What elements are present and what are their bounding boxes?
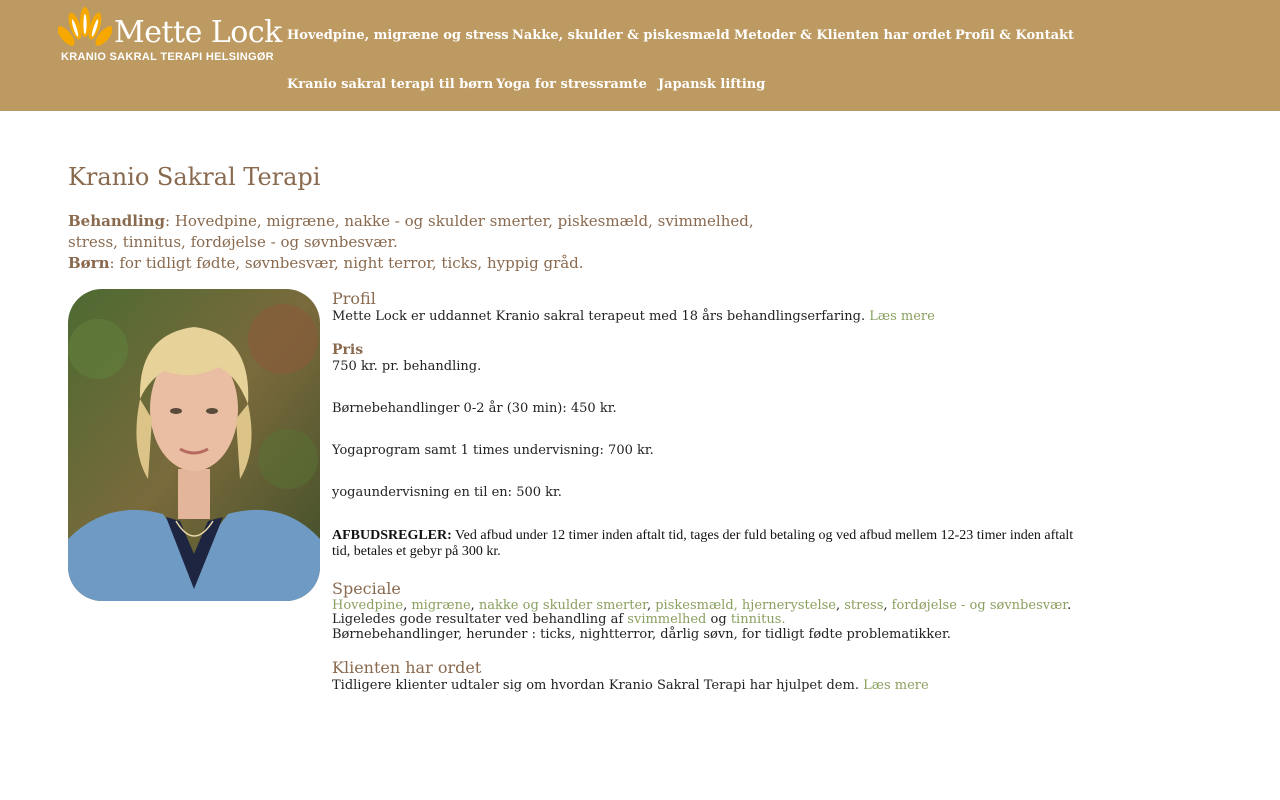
profil-heading: Profil xyxy=(332,289,376,308)
klienten-section xyxy=(332,658,1092,694)
site-logo[interactable] xyxy=(58,6,282,64)
nav-metoder[interactable]: Metoder & Klienten har ordet xyxy=(734,28,952,43)
speciale-section xyxy=(332,579,1092,643)
speciale-link-svimmelhed[interactable]: svimmelhed xyxy=(627,612,707,627)
pris-section xyxy=(332,341,1092,375)
klienten-heading: Klienten har ordet xyxy=(332,658,482,677)
behandling-label: Behandling xyxy=(68,212,166,230)
price-line: yogaundervisning en til en: 500 kr. xyxy=(332,485,562,500)
page-title: Kranio Sakral Terapi xyxy=(68,163,321,191)
speciale-link-piskesmaeld[interactable]: piskesmæld, hjernerystelse xyxy=(655,598,836,613)
nav-born[interactable]: Kranio sakral terapi til børn xyxy=(287,77,494,92)
shell-logo-icon xyxy=(58,6,112,52)
nav-yoga[interactable]: Yoga for stressramte xyxy=(496,77,647,92)
price-line: 750 kr. pr. behandling. xyxy=(332,359,482,374)
nav-nakke[interactable]: Nakke, skulder & piskesmæld xyxy=(512,28,730,43)
profil-text xyxy=(332,309,1092,325)
logo-name: Mette Lock xyxy=(114,15,282,50)
born-label: Børn xyxy=(68,254,110,272)
site-header xyxy=(0,0,1280,111)
speciale-link-migraene[interactable]: migræne xyxy=(411,598,471,613)
price-line: Børnebehandlinger 0-2 år (30 min): 450 kr. xyxy=(332,401,617,416)
nav-profil-kontakt[interactable]: Profil & Kontakt xyxy=(955,28,1075,43)
born-text: : for tidligt fødte, søvnbesvær, night terror, ticks, hyppig gråd. xyxy=(109,254,584,272)
nav-hovedpine[interactable]: Hovedpine, migræne og stress xyxy=(287,28,509,43)
policy-text: Ved afbud under 12 timer inden aftalt tid, tages der fuld betaling og ved afbud mellem 12-23 timer inden aftalt tid, betales et gebyr på 300 kr. xyxy=(332,528,1074,559)
profil-description: Mette Lock er uddannet Kranio sakral terapeut med 18 års behandlingserfaring. xyxy=(332,309,866,324)
speciale-text-1: . Ligeledes gode resultater ved behandling af xyxy=(332,598,1072,627)
klienten-description: Tidligere klienter udtaler sig om hvordan Kranio Sakral Terapi har hjulpet dem. xyxy=(332,678,859,693)
klienten-read-more-link[interactable]: Læs mere xyxy=(863,678,929,693)
profil-read-more-link[interactable]: Læs mere xyxy=(869,309,935,324)
speciale-link-nakke[interactable]: nakke og skulder smerter xyxy=(478,598,647,613)
speciale-og: og xyxy=(710,612,727,627)
intro-text xyxy=(68,211,768,274)
speciale-link-fordojelse[interactable]: fordøjelse - og søvnbesvær xyxy=(891,598,1068,613)
logo-tagline: KRANIO SAKRAL TERAPI HELSINGØR xyxy=(61,51,274,63)
speciale-link-stress[interactable]: stress xyxy=(844,598,884,613)
cancellation-policy xyxy=(332,528,1092,560)
price-line: Yogaprogram samt 1 times undervisning: 700 kr. xyxy=(332,443,654,458)
pris-heading: Pris xyxy=(332,342,364,358)
speciale-born-line: Børnebehandlinger, herunder : ticks, nightterror, dårlig søvn, for tidligt fødte problematikker. xyxy=(332,627,951,642)
speciale-link-tinnitus[interactable]: tinnitus. xyxy=(730,612,786,627)
speciale-heading: Speciale xyxy=(332,579,401,598)
nav-japansk-lifting[interactable]: Japansk lifting xyxy=(658,77,766,92)
klienten-text xyxy=(332,678,1092,694)
policy-label: AFBUDSREGLER: xyxy=(332,528,452,543)
behandling-text: : Hovedpine, migræne, nakke - og skulder smerter, piskesmæld, svimmelhed, stress, tinnitus, fordøjelse - og søvnbesvær. xyxy=(68,212,754,251)
speciale-text: Hovedpine, migræne, nakke og skulder smerter, piskesmæld, hjernerystelse, stress, fordøjelse - og søvnbesvær. Ligeledes gode resultater ved behandling af svimmelhed og tinnitus. xyxy=(332,598,1072,627)
profile-photo xyxy=(68,289,320,601)
speciale-link-hovedpine[interactable]: Hovedpine xyxy=(332,598,404,613)
profil-section xyxy=(332,289,1092,325)
